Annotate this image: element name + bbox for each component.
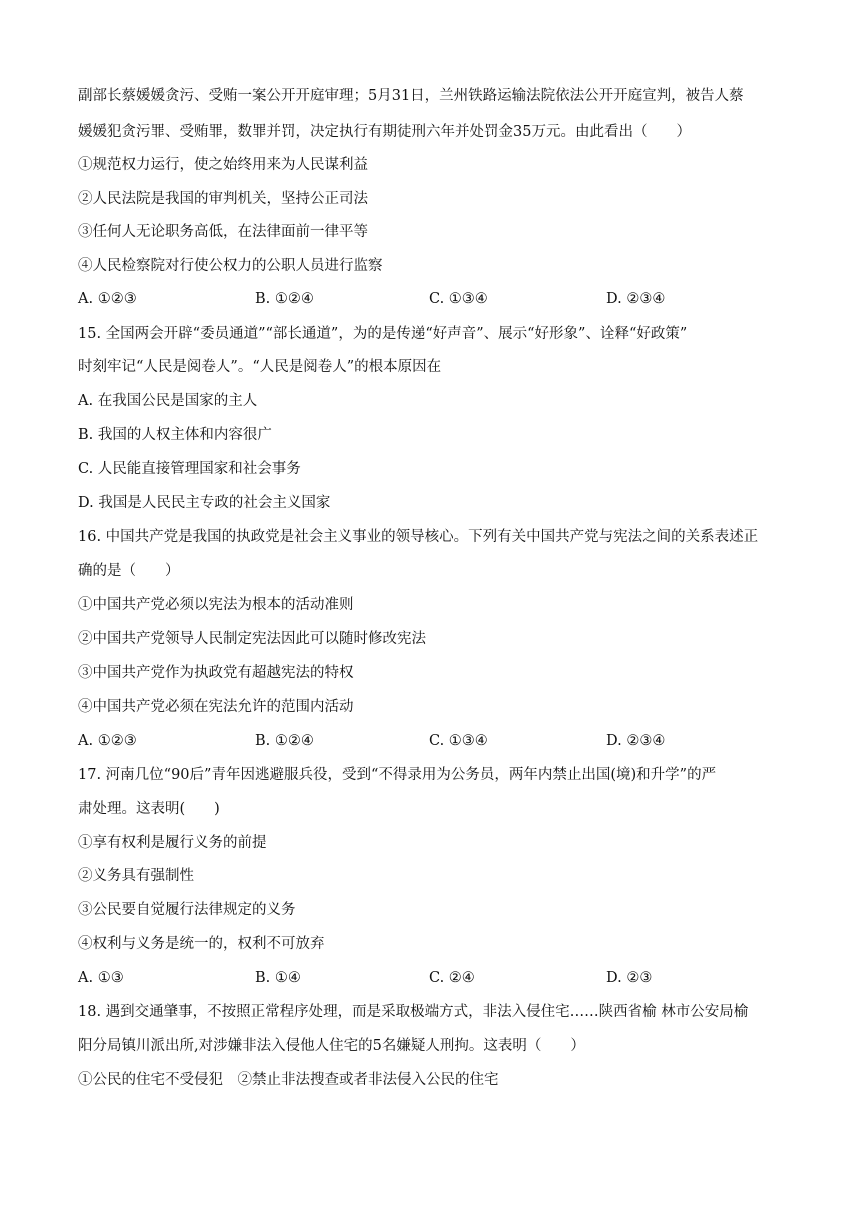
q17-option-d: D. ②③ [606,970,653,986]
q16-stem-line-2: 确的是（ ） [78,563,180,579]
q17-item-4: ④权利与义务是统一的，权利不可放弃 [78,936,325,952]
q17-option-b: B. ①④ [255,970,301,986]
q16-stem-line-1: 16. 中国共产党是我国的执政党是社会主义事业的领导核心。下列有关中国共产党与宪法之间的关系表述正 [78,529,759,545]
q16-option-b: B. ①②④ [255,733,314,749]
q18-stem-line-2: 阳分局镇川派出所,对涉嫌非法入侵他人住宅的5名嫌疑人刑拘。这表明（ ） [78,1038,585,1054]
q16-option-a: A. ①②③ [78,733,137,749]
q14-option-d: D. ②③④ [606,291,666,307]
q14-option-c: C. ①③④ [429,291,488,307]
q15-option-a: A. 在我国公民是国家的主人 [78,393,258,409]
q16-item-3: ③中国共产党作为执政党有超越宪法的特权 [78,665,354,681]
q17-option-a: A. ①③ [78,970,124,986]
q14-stem-line-2: 媛媛犯贪污罪、受贿罪，数罪并罚，决定执行有期徒刑六年并处罚金35万元。由此看出（ ） [78,124,691,140]
q15-option-c: C. 人民能直接管理国家和社会事务 [78,461,301,477]
q17-stem-line-1: 17. 河南几位“90后”青年因逃避服兵役，受到“不得录用为公务员，两年内禁止出国(境)和升学”的严 [78,767,717,783]
q17-item-3: ③公民要自觉履行法律规定的义务 [78,902,296,918]
q16-item-2: ②中国共产党领导人民制定宪法因此可以随时修改宪法 [78,631,426,647]
q14-item-4: ④人民检察院对行使公权力的公职人员进行监察 [78,258,383,274]
q15-stem-line-2: 时刻牢记“人民是阅卷人”。“人民是阅卷人”的根本原因在 [78,359,442,375]
q15-option-b: B. 我国的人权主体和内容很广 [78,427,272,443]
q14-item-2: ②人民法院是我国的审判机关，坚持公正司法 [78,191,368,207]
q17-stem-line-2: 肃处理。这表明( ) [78,801,220,817]
q16-item-1: ①中国共产党必须以宪法为根本的活动准则 [78,597,354,613]
q17-item-2: ②义务具有强制性 [78,868,194,884]
q18-items-line: ①公民的住宅不受侵犯 ②禁止非法搜查或者非法侵入公民的住宅 [78,1072,499,1088]
q14-option-b: B. ①②④ [255,291,314,307]
q17-item-1: ①享有权利是履行义务的前提 [78,835,267,851]
q14-option-a: A. ①②③ [78,291,137,307]
q18-stem-line-1: 18. 遇到交通肇事，不按照正常程序处理，而是采取极端方式，非法入侵住宅……陕西省榆 林市公安局榆 [78,1004,749,1020]
q14-item-3: ③任何人无论职务高低，在法律面前一律平等 [78,224,368,240]
q15-option-d: D. 我国是人民民主专政的社会主义国家 [78,495,331,511]
q17-option-c: C. ②④ [429,970,475,986]
q14-stem-line-1: 副部长蔡媛媛贪污、受贿一案公开开庭审理；5月31日，兰州铁路运输法院依法公开开庭宣判，被告人蔡 [78,88,744,104]
q16-option-c: C. ①③④ [429,733,488,749]
q16-option-d: D. ②③④ [606,733,666,749]
q15-stem-line-1: 15. 全国两会开辟“委员通道”“部长通道”，为的是传递“好声音”、展示“好形象”、诠释“好政策” [78,326,688,342]
q14-item-1: ①规范权力运行，使之始终用来为人民谋利益 [78,157,368,173]
q16-item-4: ④中国共产党必须在宪法允许的范围内活动 [78,699,354,715]
